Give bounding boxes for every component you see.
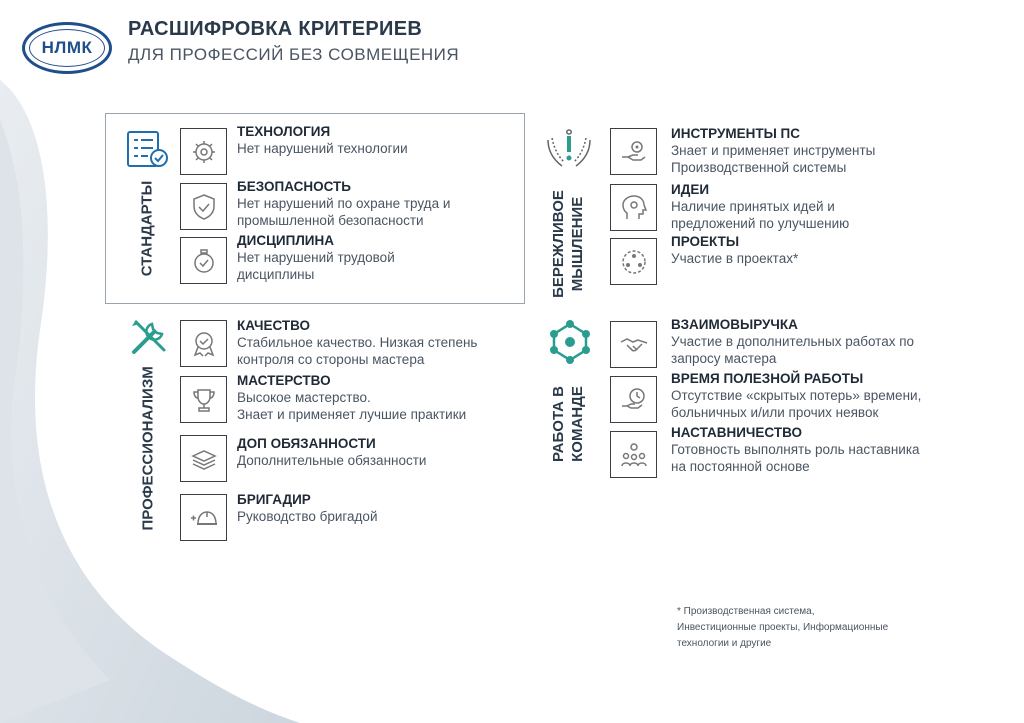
foreman-desc-1: Руководство бригадой [237,509,378,524]
nlmk-logo: НЛМК [22,22,112,74]
idea-head-icon [619,193,649,223]
ps-tools-title: ИНСТРУМЕНТЫ ПС [671,126,801,141]
discipline-desc-1: Нет нарушений трудовой [237,250,395,265]
mutual-aid-icon-box [610,321,657,368]
foreman-item [237,491,527,525]
useful-time-title: ВРЕМЯ ПОЛЕЗНОЙ РАБОТЫ [671,371,864,386]
lean-thinking-icon [544,126,594,172]
teamwork-label-line2: КОМАНДЕ [569,386,586,462]
technology-title: ТЕХНОЛОГИЯ [237,124,331,139]
mutual-aid-title: ВЗАИМОВЫРУЧКА [671,317,798,332]
mutual-aid-desc-2: запросу мастера [671,351,777,366]
gear-shield-icon [189,137,219,167]
stopwatch-icon [189,246,219,276]
safety-icon-box [180,183,227,230]
useful-time-item [671,370,991,421]
useful-time-desc-2: больничных и/или прочих неявок [671,405,879,420]
teamwork-label-line1: РАБОТА В [550,385,567,463]
projects-desc-1: Участие в проектах* [671,251,799,266]
hard-hat-icon [189,503,219,533]
mutual-aid-desc-1: Участие в дополнительных работах по [671,334,915,349]
safety-desc-1: Нет нарушений по охране труда и [237,196,451,211]
projects-icon-box [610,238,657,285]
safety-title: БЕЗОПАСНОСТЬ [237,179,351,194]
discipline-icon-box [180,237,227,284]
extra-duties-title: ДОП ОБЯЗАННОСТИ [237,436,376,451]
extra-duties-desc-1: Дополнительные обязанности [237,453,427,468]
page-subtitle: ДЛЯ ПРОФЕССИЙ БЕЗ СОВМЕЩЕНИЯ [128,45,460,64]
ps-tools-item [671,125,971,176]
footnote-line-2: Инвестиционные проекты, Информационные [677,622,889,633]
technology-desc-1: Нет нарушений технологии [237,141,408,156]
quality-title: КАЧЕСТВО [237,318,311,333]
trophy-icon [189,385,219,415]
quality-desc-1: Стабильное качество. Низкая степень [237,335,478,350]
useful-time-icon-box [610,376,657,423]
mentor-group-icon [619,440,649,470]
footnote-line-3: технологии и другие [677,638,772,649]
mastery-desc-2: Знает и применяет лучшие практики [237,407,467,422]
ps-tools-icon-box [610,128,657,175]
handshake-icon [619,330,649,360]
page-title: РАСШИФРОВКА КРИТЕРИЕВ [128,18,423,40]
mentoring-icon-box [610,431,657,478]
safety-item [237,178,507,229]
extra-duties-icon-box [180,435,227,482]
mastery-item [237,372,527,423]
ideas-icon-box [610,184,657,231]
quality-badge-icon [189,329,219,359]
team-circle-icon [619,247,649,277]
lean-label [549,189,587,299]
ideas-desc-1: Наличие принятых идей и [671,199,835,214]
lean-label-line2: МЫШЛЕНИЕ [569,196,586,292]
ideas-desc-2: предложений по улучшению [671,216,850,231]
foreman-icon-box [180,494,227,541]
projects-title: ПРОЕКТЫ [671,234,740,249]
teamwork-icon [546,318,594,366]
safety-desc-2: промышленной безопасности [237,213,424,228]
footnote [677,604,977,652]
tools-icon [128,316,170,358]
quality-item [237,317,527,368]
standards-label: СТАНДАРТЫ [138,180,156,277]
hand-clock-icon [619,385,649,415]
ideas-item [671,181,971,232]
mentoring-item [671,424,991,475]
foreman-title: БРИГАДИР [237,492,311,507]
ps-tools-desc-1: Знает и применяет инструменты [671,143,876,158]
mastery-title: МАСТЕРСТВО [237,373,331,388]
mentoring-desc-2: на постоянной основе [671,459,810,474]
safety-shield-icon [189,192,219,222]
professionalism-label: ПРОФЕССИОНАЛИЗМ [139,366,157,531]
mastery-icon-box [180,376,227,423]
stack-documents-icon [189,444,219,474]
mutual-aid-item [671,316,991,367]
mentoring-title: НАСТАВНИЧЕСТВО [671,425,802,440]
quality-icon-box [180,320,227,367]
technology-item [237,123,507,157]
ideas-title: ИДЕИ [671,182,710,197]
hand-gear-icon [619,137,649,167]
discipline-title: ДИСЦИПЛИНА [237,233,335,248]
useful-time-desc-1: Отсутствие «скрытых потерь» времени, [671,388,922,403]
mentoring-desc-1: Готовность выполнять роль наставника [671,442,920,457]
projects-item [671,233,971,267]
discipline-item [237,232,507,283]
lean-label-line1: БЕРЕЖЛИВОЕ [550,190,567,298]
ps-tools-desc-2: Производственной системы [671,160,847,175]
teamwork-label [549,364,587,484]
extra-duties-item [237,435,527,469]
quality-desc-2: контроля со стороны мастера [237,352,425,367]
footnote-line-1: * Производственная система, [677,606,815,617]
discipline-desc-2: дисциплины [237,267,315,282]
mastery-desc-1: Высокое мастерство. [237,390,371,405]
technology-icon-box [180,128,227,175]
checklist-icon [126,130,170,170]
